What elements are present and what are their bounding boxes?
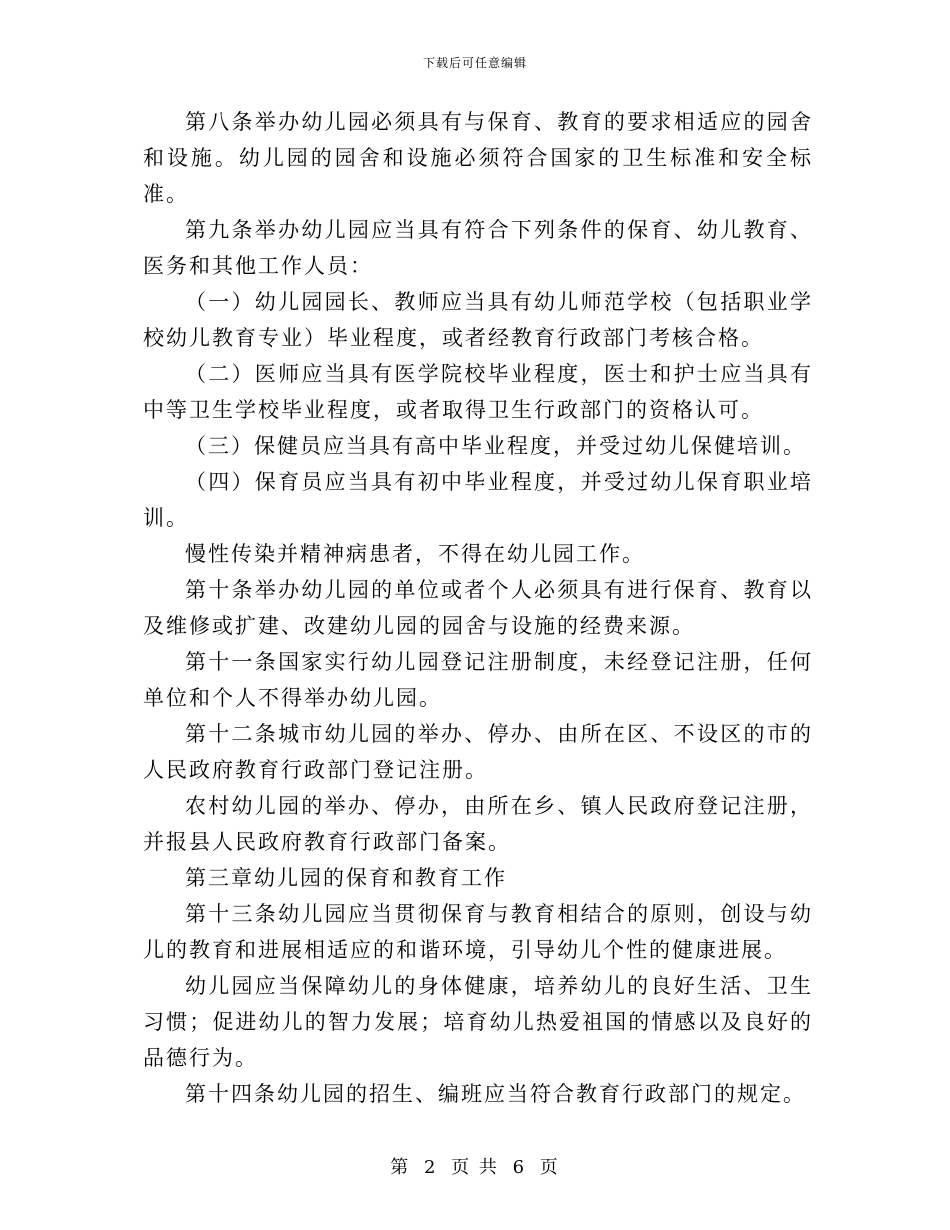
total-pages: 6 <box>512 1157 527 1178</box>
page-number-suffix: 页 <box>539 1157 560 1178</box>
paragraph-item-1: （一）幼儿园园长、教师应当具有幼儿师范学校（包括职业学校幼儿教育专业）毕业程度，或者经教育行政部门考核合格。 <box>143 290 813 350</box>
document-body <box>143 104 813 1112</box>
paragraph-item-2: （二）医师应当具有医学院校毕业程度，医士和护士应当具有中等卫生学校毕业程度，或者取得卫生行政部门的资格认可。 <box>143 362 813 422</box>
paragraph-article-13: 第十三条幼儿园应当贯彻保育与教育相结合的原则，创设与幼儿的教育和进展相适应的和谐环境，引导幼儿个性的健康进展。 <box>143 902 813 962</box>
paragraph-article-11: 第十一条国家实行幼儿园登记注册制度，未经登记注册，任何单位和个人不得举办幼儿园。 <box>143 650 813 710</box>
paragraph-health-restriction: 慢性传染并精神病患者，不得在幼儿园工作。 <box>185 542 645 566</box>
paragraph-article-14: 第十四条幼儿园的招生、编班应当符合教育行政部门的规定。 <box>185 1082 806 1106</box>
paragraph-article-9: 第九条举办幼儿园应当具有符合下列条件的保育、幼儿教育、医务和其他工作人员： <box>143 218 813 278</box>
page-header: 下载后可任意编辑 <box>422 56 527 70</box>
paragraph-article-8: 第八条举办幼儿园必须具有与保育、教育的要求相适应的园舍和设施。幼儿园的园舍和设施必须符合国家的卫生标准和安全标准。 <box>143 110 813 206</box>
paragraph-rural-registration: 农村幼儿园的举办、停办，由所在乡、镇人民政府登记注册，并报县人民政府教育行政部门备案。 <box>143 794 813 854</box>
paragraph-article-10: 第十条举办幼儿园的单位或者个人必须具有进行保育、教育以及维修或扩建、改建幼儿园的园舍与设施的经费来源。 <box>143 578 813 638</box>
paragraph-item-4: （四）保育员应当具有初中毕业程度，并受过幼儿保育职业培训。 <box>143 470 813 530</box>
page-number-prefix: 第 <box>390 1157 411 1178</box>
paragraph-item-3: （三）保健员应当具有高中毕业程度，并受过幼儿保健培训。 <box>185 434 806 458</box>
page-number-middle: 页 共 <box>451 1157 499 1178</box>
current-page: 2 <box>423 1157 438 1178</box>
page-number <box>0 1153 950 1179</box>
paragraph-article-12: 第十二条城市幼儿园的举办、停办、由所在区、不设区的市的人民政府教育行政部门登记注册。 <box>143 722 813 782</box>
paragraph-health-goals: 幼儿园应当保障幼儿的身体健康，培养幼儿的良好生活、卫生习惯；促进幼儿的智力发展；培育幼儿热爱祖国的情感以及良好的品德行为。 <box>143 974 813 1070</box>
chapter-heading: 第三章幼儿园的保育和教育工作 <box>185 866 507 890</box>
